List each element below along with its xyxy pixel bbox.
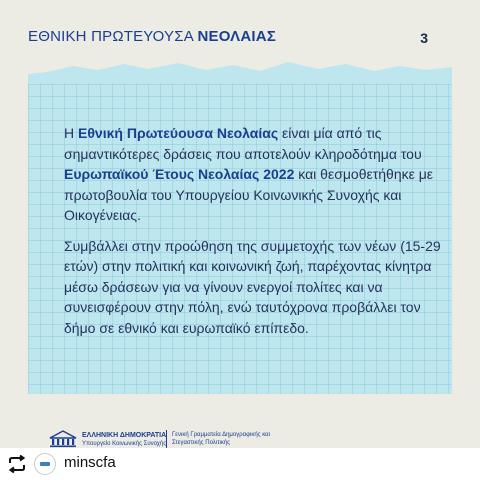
footer-ministry: Υπουργείο Κοινωνικής Συνοχής — [82, 441, 167, 447]
footer-general-secretariat: Γενική Γραμματεία Δημογραφικής και Στεγαστικής Πολιτικής — [172, 432, 270, 446]
footer-divider — [166, 430, 167, 448]
paragraph-2: Συμβάλλει στην προώθηση της συμμετοχής των νέων (15-29 ετών) στην πολιτική και κοινωνική ζωή, παρέχοντας κίνητρα μέσω δράσεων για να γίνουν ενεργοί πολίτες και να συνεισφέρουν στην πόλη, ενώ ταυτόχρονα προβάλλει τον δήμο σε εθνικό και ευρωπαϊκό επίπεδο. — [64, 237, 441, 336]
title-bold: ΝΕΟΛΑΙΑΣ — [197, 28, 277, 45]
avatar[interactable] — [34, 453, 56, 475]
page-number: 3 — [420, 30, 428, 46]
highlight-national-youth-capital: Εθνική Πρωτεύουσα Νεολαίας — [78, 125, 279, 141]
repost-icon[interactable] — [6, 455, 28, 473]
footer-republic: ΕΛΛΗΝΙΚΗ ΔΗΜΟΚΡΑΤΙΑ — [82, 432, 167, 439]
body-text — [64, 123, 444, 348]
username[interactable]: minscfa — [64, 454, 116, 471]
paragraph-1: Η Εθνική Πρωτεύουσα Νεολαίας είναι μία από τις σημαντικότερες δράσεις που αποτελούν κληροδότημα του Ευρωπαϊκού Έτους Νεολαίας 2022 και θεσμοθετήθηκε με πρωτοβουλία του Υπουργείου Κοινωνικής Συνοχής και Οικογένειας. — [64, 125, 434, 223]
title-light: ΕΘΝΙΚΗ ΠΡΩΤΕΥΟΥΣΑ — [28, 28, 194, 45]
highlight-european-year-youth: Ευρωπαϊκού Έτους Νεολαίας 2022 — [64, 166, 295, 182]
greek-republic-logo-icon — [48, 430, 78, 448]
page-title — [28, 28, 276, 45]
